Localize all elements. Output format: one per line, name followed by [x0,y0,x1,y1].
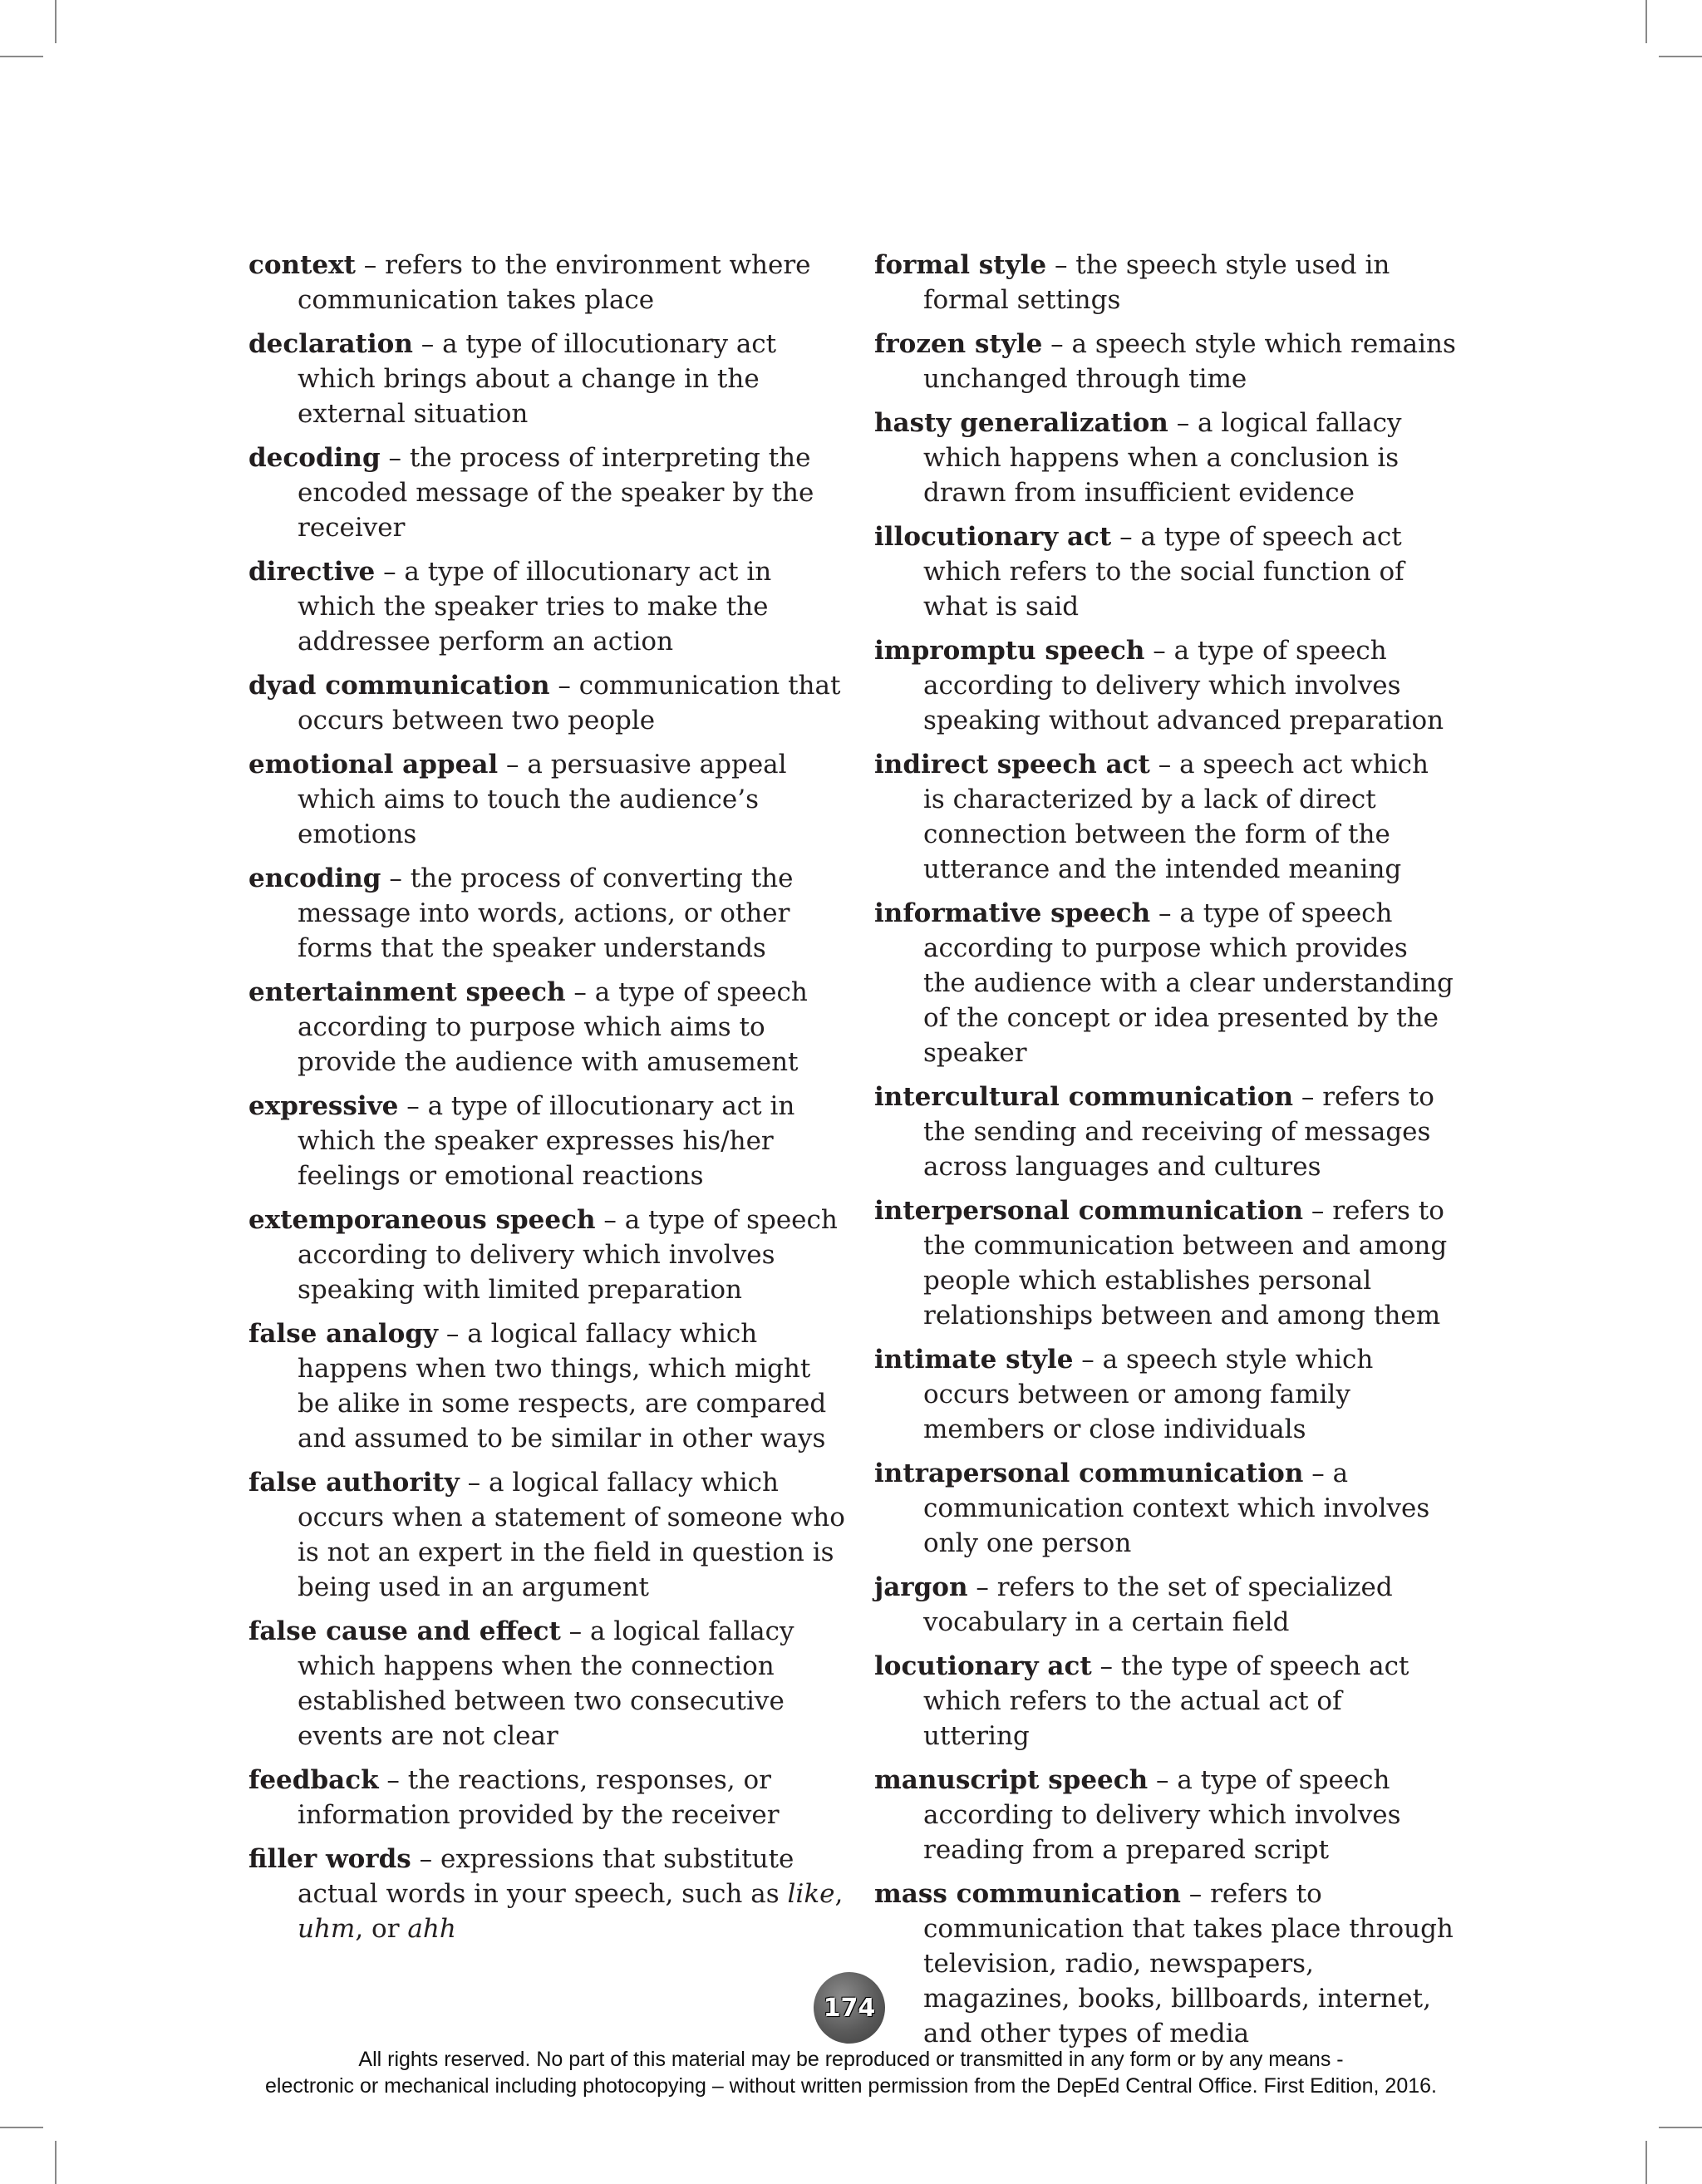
page-number: 174 [823,1993,876,2023]
glossary-definition: – a logical fallacy which occurs when a statement of someone who is not an expert in the field in question is being used in an argument [298,1468,845,1602]
glossary-definition: – refers to the set of specialized vocabulary in a certain field [923,1572,1393,1637]
glossary-entry [874,1456,1456,1561]
glossary-term: intercultural communication [874,1082,1294,1112]
glossary-entry [874,519,1456,624]
glossary-definition: – a type of illocutionary act in which the speaker expresses his/her feelings or emotional reactions [298,1091,795,1191]
glossary-definition: – a type of speech according to delivery which involves speaking without advanced preparation [923,636,1444,735]
glossary-definition: – a type of speech according to delivery which involves reading from a prepared script [923,1765,1401,1865]
glossary-entry [874,1193,1456,1333]
glossary-term: indirect speech act [874,750,1150,780]
crop-mark [1645,0,1647,43]
crop-mark [0,56,43,57]
glossary-definition: – a speech style which remains unchanged through time [923,329,1456,394]
glossary-definition: – a type of illocutionary act which brings about a change in the external situation [298,329,777,429]
glossary-term: declaration [248,329,413,359]
glossary-term: manuscript speech [874,1765,1149,1795]
glossary-term: jargon [874,1572,968,1602]
glossary-definition: – the type of speech act which refers to the actual act of uttering [923,1651,1409,1751]
glossary-definition: – expressions that substitute actual words in your speech, such as like, uhm, or ahh [298,1844,844,1944]
glossary-term: extemporaneous speech [248,1205,596,1235]
glossary-term: frozen style [874,329,1043,359]
glossary-entry [248,975,847,1080]
glossary-entry [874,896,1456,1070]
glossary-entry [874,406,1456,510]
glossary-column-left [248,248,847,1955]
glossary-entry [874,1649,1456,1754]
glossary-term: locutionary act [874,1651,1092,1681]
glossary-entry [248,1763,847,1832]
crop-mark [1659,2127,1702,2128]
glossary-entry [874,1080,1456,1184]
glossary-entry [248,1089,847,1193]
glossary-entry [874,633,1456,738]
crop-mark [1645,2141,1647,2184]
glossary-definition: – refers to the environment where communication takes place [298,250,811,315]
glossary-definition: – a speech act which is characterized by a lack of direct connection between the form of the utterance and the intended meaning [923,750,1429,884]
glossary-entry [248,747,847,852]
copyright-footer [0,2046,1702,2099]
glossary-definition: – a logical fallacy which happens when a conclusion is drawn from insufficient evidence [923,408,1402,508]
glossary-term: intimate style [874,1345,1074,1375]
glossary-entry [874,747,1456,887]
glossary-definition: – a type of speech according to purpose which provides the audience with a clear understanding of the concept or idea presented by the speaker [923,898,1454,1068]
glossary-term: decoding [248,443,381,473]
footer-line-2: electronic or mechanical including photocopying – without written permission from the DepEd Central Office. First Edition, 2016. [265,2074,1437,2098]
glossary-entry [874,1570,1456,1640]
glossary-entry [248,1842,847,1946]
crop-mark [1659,56,1702,57]
glossary-entry [248,248,847,317]
glossary-term: mass communication [874,1879,1181,1909]
glossary-term: false authority [248,1468,460,1498]
glossary-definition: – the reactions, responses, or information provided by the receiver [298,1765,780,1830]
glossary-term: false analogy [248,1319,439,1349]
glossary-definition: – a communication context which involves only one person [923,1458,1430,1558]
crop-mark [0,2127,43,2128]
glossary-entry [248,861,847,966]
glossary-definition: – refers to communication that takes place through television, radio, newspapers, magazines, books, billboards, internet, and other types of media [923,1879,1454,2049]
glossary-term: feedback [248,1765,379,1795]
glossary-definition: – the process of interpreting the encoded message of the speaker by the receiver [298,443,814,543]
glossary-definition: – the process of converting the message into words, actions, or other forms that the speaker understands [298,863,794,963]
glossary-definition: – a type of speech act which refers to the social function of what is said [923,522,1404,622]
glossary-term: emotional appeal [248,750,499,780]
glossary-definition: – a type of speech according to delivery which involves speaking with limited preparation [298,1205,838,1305]
glossary-entry [874,1763,1456,1867]
glossary-definition: – a type of illocutionary act in which the speaker tries to make the addressee perform an action [298,557,772,657]
glossary-entry [248,1614,847,1754]
glossary-definition: – a speech style which occurs between or among family members or close individuals [923,1345,1374,1444]
glossary-entry [874,1877,1456,2051]
glossary-definition: – a type of speech according to purpose which aims to provide the audience with amusement [298,977,808,1077]
glossary-term: intrapersonal communication [874,1458,1304,1488]
glossary-definition: – refers to the communication between and among people which establishes personal relationships between and among them [923,1196,1448,1331]
glossary-entry [248,668,847,738]
glossary-term: false cause and effect [248,1616,561,1646]
glossary-term: context [248,250,356,280]
glossary-term: impromptu speech [874,636,1145,666]
glossary-term: informative speech [874,898,1151,928]
glossary-term: expressive [248,1091,399,1121]
glossary-term: filler words [248,1844,411,1874]
crop-mark [55,2141,57,2184]
page-number-badge [814,1972,885,2044]
footer-line-1: All rights reserved. No part of this material may be reproduced or transmitted in any form or by any means - [358,2048,1344,2071]
glossary-entry [248,1203,847,1307]
glossary-entry [248,1316,847,1456]
glossary-term: entertainment speech [248,977,566,1007]
glossary-term: illocutionary act [874,522,1112,552]
glossary-term: hasty generalization [874,408,1168,438]
glossary-definition: – a logical fallacy which happens when two things, which might be alike in some respects, are compared and assumed to be similar in other ways [298,1319,827,1454]
glossary-entry [248,327,847,431]
glossary-term: formal style [874,250,1047,280]
glossary-column-right [874,248,1456,2060]
glossary-entry [248,554,847,659]
glossary-definition: – refers to the sending and receiving of messages across languages and cultures [923,1082,1434,1182]
glossary-definition: – communication that occurs between two people [298,671,841,735]
glossary-term: directive [248,557,376,587]
glossary-entry [248,440,847,545]
glossary-definition: – a logical fallacy which happens when the connection established between two consecutive events are not clear [298,1616,794,1751]
glossary-definition: – the speech style used in formal settings [923,250,1390,315]
glossary-term: dyad communication [248,671,550,701]
glossary-entry [248,1465,847,1605]
glossary-term: interpersonal communication [874,1196,1304,1226]
glossary-term: encoding [248,863,381,893]
glossary-entry [874,1342,1456,1447]
crop-mark [55,0,57,43]
glossary-entry [874,248,1456,317]
glossary-definition: – a persuasive appeal which aims to touch the audience’s emotions [298,750,787,849]
glossary-entry [874,327,1456,396]
